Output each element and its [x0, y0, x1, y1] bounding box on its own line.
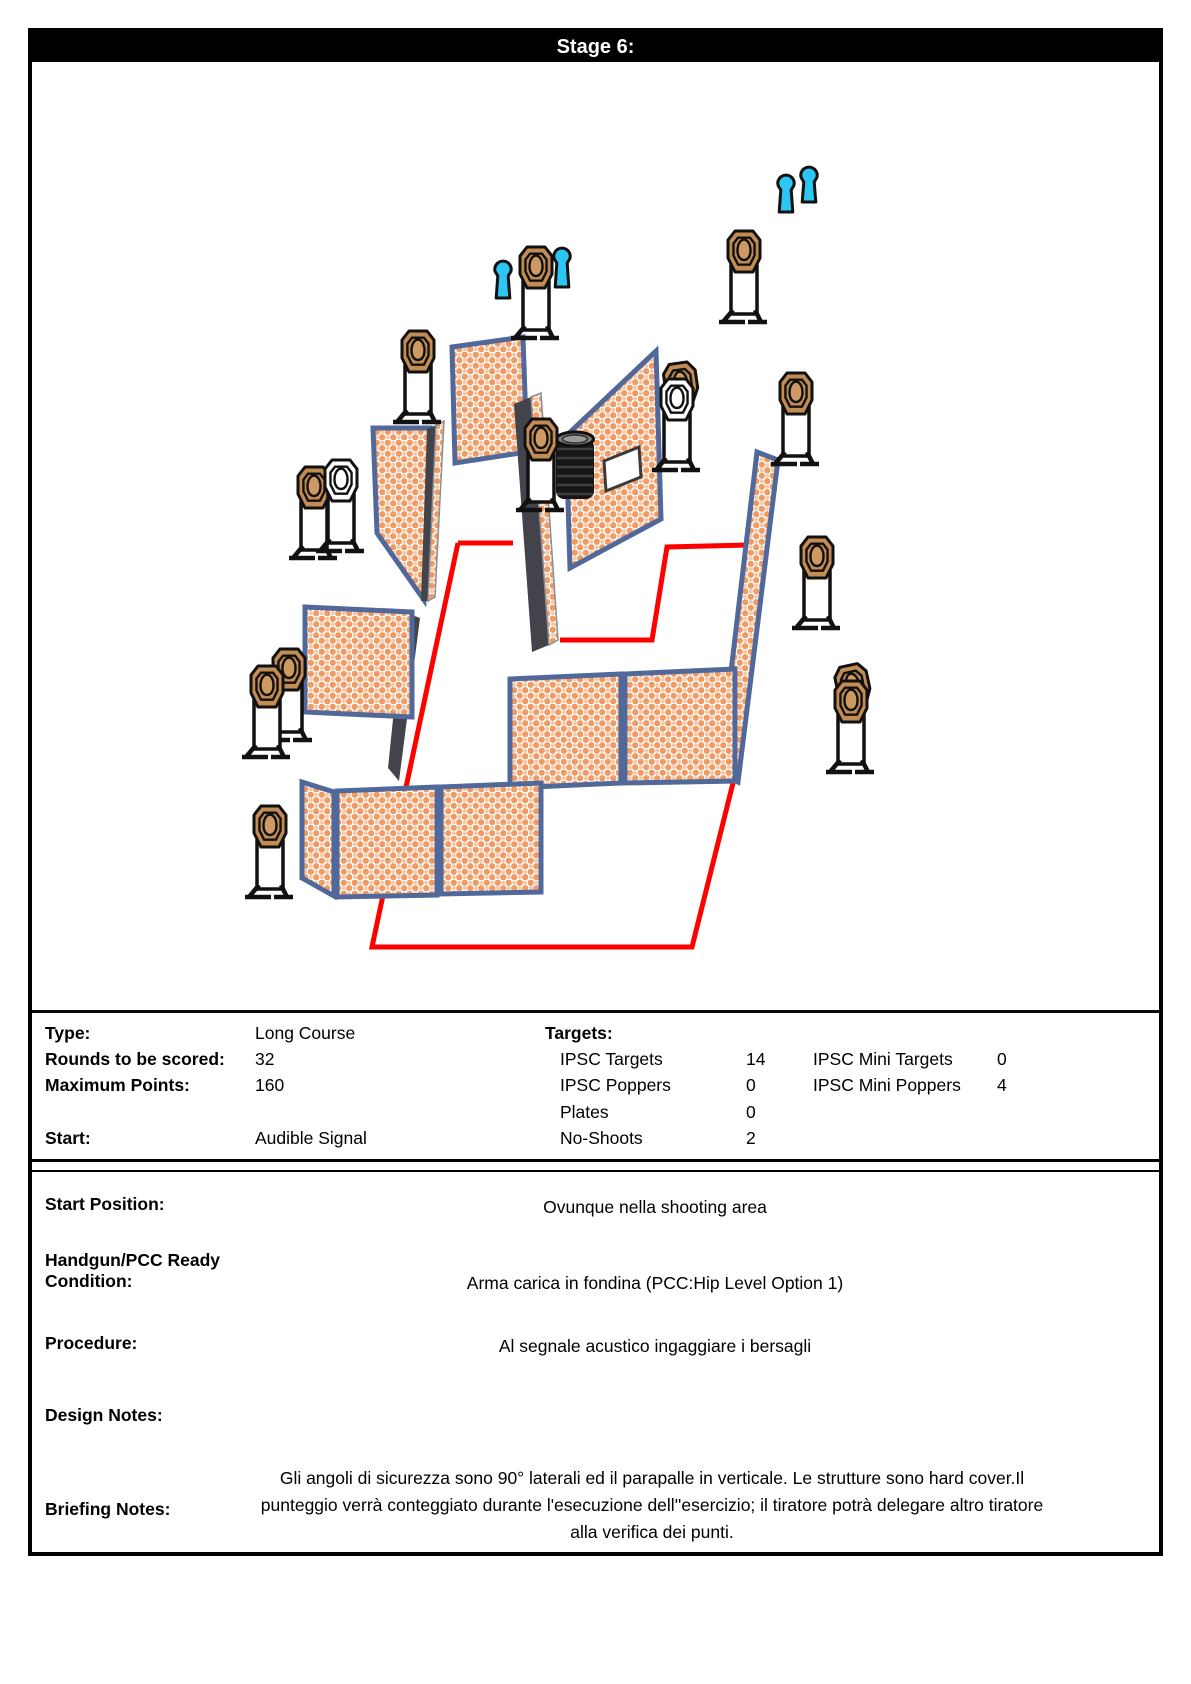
stage-diagram — [32, 62, 1159, 1013]
mini-popper — [495, 261, 511, 298]
ipsc-target — [719, 231, 767, 322]
info-value: Long Course — [255, 1022, 356, 1043]
targets-header: Targets: — [545, 1022, 613, 1043]
target-type: IPSC Mini Targets — [813, 1049, 953, 1070]
divider-double-line — [32, 1159, 1159, 1172]
wall-back-panel — [452, 337, 527, 463]
section-value: Arma carica in fondina (PCC:Hip Level Option 1) — [466, 1273, 844, 1293]
wall-mid-b — [625, 669, 735, 783]
section-row — [32, 1172, 1159, 1234]
ipsc-target — [771, 373, 819, 464]
ipsc-target — [792, 537, 840, 628]
section-label: Start Position: — [45, 1194, 165, 1214]
wall-bottom-a — [337, 787, 437, 897]
info-row — [32, 1046, 1159, 1072]
section-label: Briefing Notes: — [45, 1499, 171, 1519]
info-row — [32, 1099, 1159, 1125]
barrel — [556, 432, 594, 499]
stage-map — [32, 62, 1159, 1010]
target-type-cell — [545, 1075, 731, 1096]
stage-sections — [32, 1172, 1159, 1552]
section-row — [32, 1381, 1159, 1449]
section-label: Design Notes: — [45, 1405, 163, 1425]
info-label: Start: — [45, 1128, 91, 1149]
target-type: IPSC Targets — [560, 1049, 663, 1070]
target-type-cell — [545, 1102, 731, 1123]
info-row — [32, 1020, 1159, 1046]
target-type-cell — [545, 1049, 731, 1070]
target-count: 14 — [746, 1049, 766, 1070]
target-count: 4 — [997, 1075, 1007, 1096]
section-row — [32, 1449, 1159, 1552]
target-count: 0 — [746, 1075, 756, 1096]
section-label: Handgun/PCC Ready Condition: — [45, 1250, 221, 1291]
info-label: Type: — [45, 1022, 91, 1043]
wall-bottom-side — [302, 782, 334, 896]
info-label: Maximum Points: — [45, 1075, 190, 1096]
info-value: 160 — [255, 1075, 285, 1096]
ipsc-target — [393, 331, 441, 422]
ipsc-target — [245, 806, 293, 897]
wall-mid-a — [510, 674, 621, 788]
target-type: IPSC Mini Poppers — [813, 1075, 961, 1096]
stage-header — [32, 32, 1159, 62]
target-type: Plates — [560, 1101, 609, 1122]
ipsc-target — [511, 247, 559, 338]
wall-bottom-b — [441, 783, 541, 894]
mini-popper — [778, 175, 794, 212]
info-label: Rounds to be scored: — [45, 1049, 225, 1070]
mini-popper — [554, 248, 570, 287]
info-row — [32, 1073, 1159, 1099]
section-value: Gli angoli di sicurezza sono 90° laterali ed il parapalle in verticale. Le strutture sono hard cover.Il punteggio verrà conteggiato durante l'esecuzione dell''esercizio; il tiratore potrà delegare altro tiratore alla verifica dei punti. — [260, 1468, 1044, 1542]
mini-popper — [801, 167, 817, 202]
target-count: 0 — [746, 1101, 756, 1122]
section-label: Procedure: — [45, 1333, 138, 1353]
target-count: 2 — [746, 1128, 756, 1149]
target-type: IPSC Poppers — [560, 1075, 671, 1096]
wall-left-square — [305, 607, 412, 717]
target-count: 0 — [997, 1049, 1007, 1070]
target-type: No-Shoots — [560, 1128, 643, 1149]
section-value — [247, 1381, 1053, 1449]
section-value: Ovunque nella shooting area — [543, 1197, 767, 1217]
section-row — [32, 1319, 1159, 1381]
ipsc-target — [826, 681, 874, 772]
info-value: Audible Signal — [255, 1128, 367, 1149]
target-type-cell — [545, 1128, 731, 1149]
info-row — [32, 1126, 1159, 1152]
stage-sheet-frame — [28, 28, 1163, 1556]
stage-info-table — [32, 1013, 1159, 1159]
wall-v-left — [373, 428, 430, 600]
section-row — [32, 1234, 1159, 1319]
stage-title: Stage 6: — [556, 36, 635, 58]
section-value: Al segnale acustico ingaggiare i bersagli — [498, 1336, 812, 1356]
info-value: 32 — [255, 1049, 275, 1070]
